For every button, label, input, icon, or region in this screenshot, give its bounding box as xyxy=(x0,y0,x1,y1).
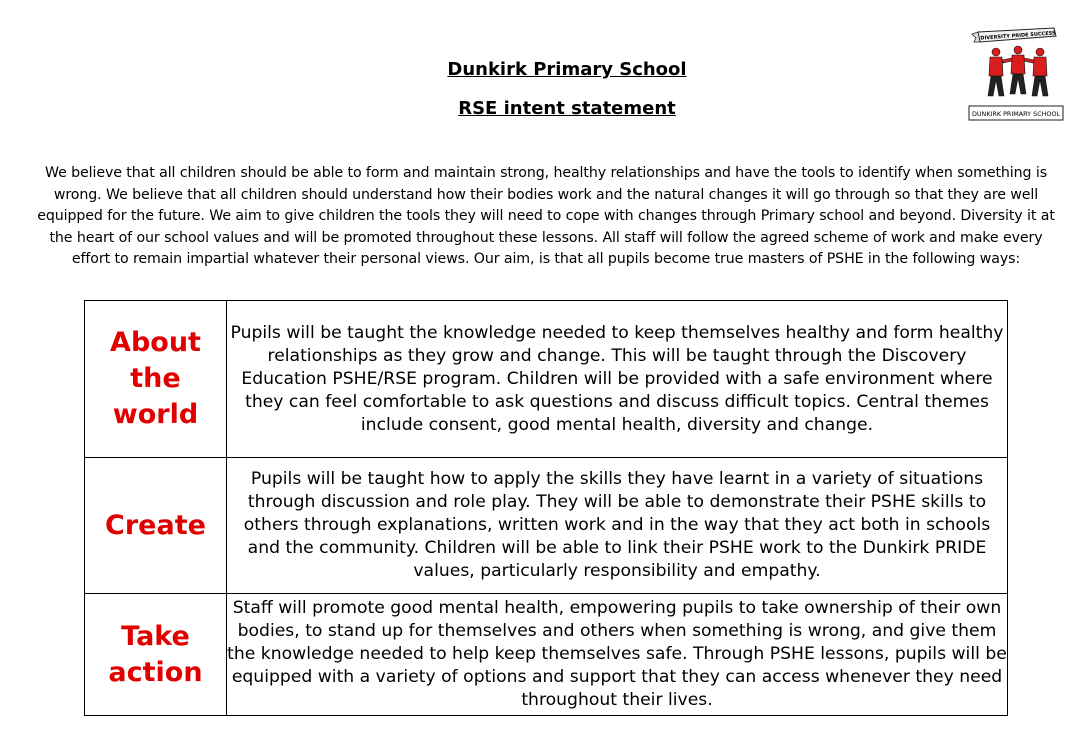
row-text: Pupils will be taught the knowledge needed to keep themselves healthy and form healthy relationships as they grow and change. This will be taught through the Discovery Education PSHE/RSE program. Children will be provided with a safe environment where they can feel comfortable to ask questions and discuss difficult topics. Central themes include consent, good mental health, diversity and change. xyxy=(227,301,1008,458)
intro-paragraph: We believe that all children should be able to form and maintain strong, healthy relationships and have the tools to identify when something is wrong. We believe that all children should understand how their bodies work and the natural changes it will go through so that they are well equipped for the future. We aim to give children the tools they will need to cope with changes through Primary school and beyond. Diversity it at the heart of our school values and will be promoted throughout these lessons. All staff will follow the agreed scheme of work and make every effort to remain impartial whatever their personal views. Our aim, is that all pupils become true masters of PSHE in the following ways: xyxy=(37,165,1055,267)
document-title: RSE intent statement xyxy=(458,98,676,119)
row-text: Staff will promote good mental health, empowering pupils to take ownership of their own bodies, to stand up for themselves and others when something is wrong, and give them the knowledge needed to help keep themselves safe. Through PSHE lessons, pupils will be equipped with a variety of options and support that they can access whenever they need throughout their lives. xyxy=(227,594,1008,716)
logo-banner-text: DIVERSITY PRIDE SUCCESS xyxy=(980,30,1056,42)
row-text: Pupils will be taught how to apply the skills they have learnt in a variety of situations through discussion and role play. They will be able to demonstrate their PSHE skills to others through explanations, written work and in the way that they act both in schools and the community. Children will be able to link their PSHE work to the Dunkirk PRIDE values, particularly responsibility and empathy. xyxy=(227,458,1008,594)
school-name: Dunkirk Primary School xyxy=(447,59,687,80)
row-heading: Take action xyxy=(85,594,227,716)
rse-intent-table xyxy=(84,300,1008,716)
table-row xyxy=(85,594,1008,716)
row-heading: About the world xyxy=(85,301,227,458)
logo-school-text: DUNKIRK PRIMARY SCHOOL xyxy=(971,110,1061,118)
table-row xyxy=(85,458,1008,594)
row-heading: Create xyxy=(85,458,227,594)
table-row xyxy=(85,301,1008,458)
